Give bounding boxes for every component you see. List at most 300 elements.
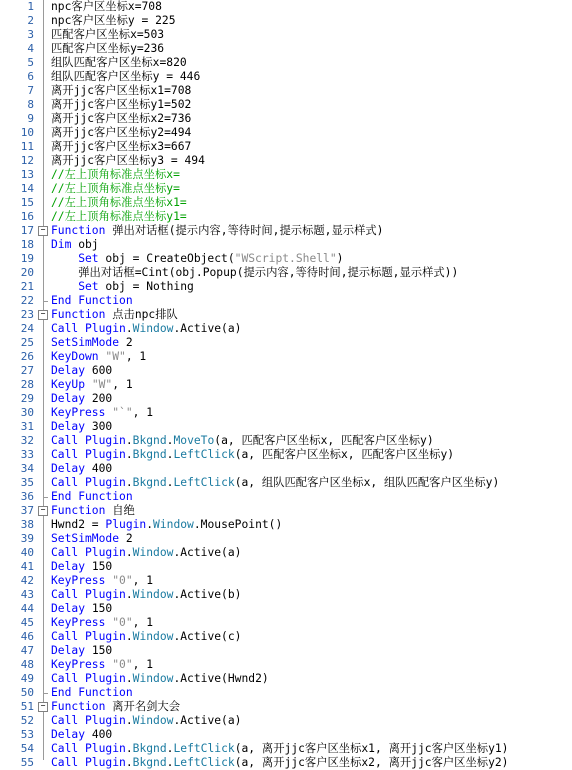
code-token: Delay (51, 602, 86, 615)
code-line[interactable] (0, 434, 572, 448)
line-number: 21 (20, 280, 34, 293)
line-number: 55 (20, 756, 34, 769)
code-token: //左上顶角标准点坐标y1= (51, 210, 187, 223)
code-token: .Active(a) (173, 322, 242, 335)
code-token: End Function (51, 686, 133, 699)
code-line[interactable] (0, 182, 572, 196)
code-token: , 1 (125, 350, 147, 363)
code-text (51, 574, 153, 588)
code-line[interactable] (0, 84, 572, 98)
code-token: 匹配客户区坐标y=236 (51, 42, 165, 55)
code-line[interactable] (0, 112, 572, 126)
code-line[interactable] (0, 322, 572, 336)
code-token: KeyPress (51, 574, 106, 587)
code-line[interactable] (0, 700, 572, 714)
code-line[interactable] (0, 294, 572, 308)
code-token: End Function (51, 490, 133, 503)
code-token: Function (51, 308, 106, 321)
code-token: "0" (112, 574, 133, 587)
code-token: "`" (112, 406, 133, 419)
code-text (51, 616, 153, 630)
code-text (51, 588, 241, 602)
code-text (51, 490, 133, 504)
code-text (51, 140, 191, 154)
code-token: (a, 离开jjc客户区坐标x1, 离开jjc客户区坐标y1) (234, 742, 509, 755)
code-text (51, 630, 241, 644)
code-token: , 1 (132, 574, 154, 587)
code-text (51, 182, 180, 196)
code-token: . (125, 322, 133, 335)
code-token: Window (132, 714, 174, 727)
code-text (51, 672, 269, 686)
code-token: Call Plugin (51, 476, 126, 489)
code-token: //左上顶角标准点坐标x1= (51, 196, 187, 209)
code-token: //左上顶角标准点坐标y= (51, 182, 180, 195)
code-token: . (125, 630, 133, 643)
line-number: 4 (27, 42, 34, 55)
code-token: 离开jjc客户区坐标x2=736 (51, 112, 192, 125)
code-text (51, 602, 112, 616)
code-text (51, 392, 112, 406)
code-line[interactable] (0, 420, 572, 434)
fold-end-marker (43, 497, 48, 498)
code-token: Call Plugin (51, 714, 126, 727)
code-token: KeyPress (51, 406, 106, 419)
code-line[interactable] (0, 140, 572, 154)
fold-toggle-icon[interactable] (38, 506, 48, 516)
code-line[interactable] (0, 616, 572, 630)
code-token: Call Plugin (51, 630, 126, 643)
line-number: 30 (20, 406, 34, 419)
code-token: KeyUp (51, 378, 86, 391)
code-line[interactable] (0, 686, 572, 700)
code-token: . (125, 672, 133, 685)
code-line[interactable] (0, 406, 572, 420)
code-token: 离开名剑大会 (105, 700, 181, 713)
code-line[interactable] (0, 0, 572, 14)
line-number: 39 (20, 532, 34, 545)
code-token: .Active(a) (173, 714, 242, 727)
code-text (51, 700, 180, 714)
line-number: 23 (20, 308, 34, 321)
code-line[interactable] (0, 714, 572, 728)
code-line[interactable] (0, 168, 572, 182)
code-text (51, 280, 194, 294)
code-token: Window (132, 672, 174, 685)
code-token: Delay (51, 728, 86, 741)
code-text (51, 686, 133, 700)
line-number: 33 (20, 448, 34, 461)
line-number: 5 (27, 56, 34, 69)
code-token: . (125, 588, 133, 601)
code-token: Call Plugin (51, 672, 126, 685)
code-token: 200 (85, 392, 113, 405)
code-line[interactable] (0, 546, 572, 560)
code-line[interactable] (0, 602, 572, 616)
code-token: , 1 (132, 616, 154, 629)
code-token: LeftClick (173, 756, 235, 769)
code-text (51, 756, 508, 770)
code-line[interactable] (0, 350, 572, 364)
code-token: obj (71, 238, 99, 251)
code-line[interactable] (0, 756, 572, 770)
code-token: .Active(b) (173, 588, 242, 601)
line-number: 44 (20, 602, 34, 615)
code-text (51, 266, 458, 280)
code-token: LeftClick (173, 742, 235, 755)
code-token: (a, 组队匹配客户区坐标x, 组队匹配客户区坐标y) (234, 476, 500, 489)
code-text (51, 644, 112, 658)
line-number: 2 (27, 14, 34, 27)
code-text (51, 434, 434, 448)
code-token: Set (51, 280, 99, 293)
code-line[interactable] (0, 28, 572, 42)
line-number: 1 (27, 0, 34, 13)
line-number: 6 (27, 70, 34, 83)
code-text (51, 224, 383, 238)
code-text (51, 518, 282, 532)
line-number: 48 (20, 658, 34, 671)
code-text (51, 168, 180, 182)
code-text (51, 546, 241, 560)
code-text (51, 504, 135, 518)
code-token: . (166, 476, 174, 489)
fold-toggle-icon[interactable] (38, 226, 48, 236)
code-token: Function (51, 224, 106, 237)
line-number: 16 (20, 210, 34, 223)
code-line[interactable] (0, 742, 572, 756)
line-number: 45 (20, 616, 34, 629)
code-token: Window (153, 518, 194, 531)
code-text (51, 364, 112, 378)
code-line[interactable] (0, 308, 572, 322)
code-token: Bkgnd (132, 476, 167, 489)
code-token: Call Plugin (51, 322, 126, 335)
code-token: 匹配客户区坐标x=503 (51, 28, 165, 41)
code-text (51, 532, 133, 546)
code-token: //左上顶角标准点坐标x= (51, 168, 180, 181)
code-token: .Active(c) (173, 630, 242, 643)
code-token: 自绝 (105, 504, 135, 517)
code-token: Bkgnd (132, 742, 167, 755)
code-token: obj = CreateObject( (98, 252, 235, 265)
line-number: 40 (20, 546, 34, 559)
code-line[interactable] (0, 364, 572, 378)
line-number: 26 (20, 350, 34, 363)
code-text (51, 98, 191, 112)
code-line[interactable] (0, 14, 572, 28)
code-token: . (125, 546, 133, 559)
line-number: 50 (20, 686, 34, 699)
code-line[interactable] (0, 378, 572, 392)
code-token: "0" (112, 658, 133, 671)
code-token: Plugin (105, 518, 147, 531)
code-token: 离开jjc客户区坐标y2=494 (51, 126, 192, 139)
code-token: KeyDown (51, 350, 99, 363)
code-token: LeftClick (173, 448, 235, 461)
code-token: Window (132, 588, 174, 601)
code-line[interactable] (0, 70, 572, 84)
code-token: . (125, 434, 133, 447)
line-number: 31 (20, 420, 34, 433)
code-token: .MousePoint() (193, 518, 283, 531)
code-text (51, 196, 187, 210)
code-token: "0" (112, 616, 133, 629)
code-token: Delay (51, 644, 86, 657)
line-number: 36 (20, 490, 34, 503)
code-line[interactable] (0, 504, 572, 518)
line-number: 41 (20, 560, 34, 573)
code-token: "W" (105, 350, 126, 363)
code-line[interactable] (0, 518, 572, 532)
line-number: 24 (20, 322, 34, 335)
code-text (51, 238, 99, 252)
line-number: 38 (20, 518, 34, 531)
code-token (85, 378, 92, 391)
code-token: 300 (85, 420, 113, 433)
code-token: , 1 (112, 378, 133, 391)
line-number: 18 (20, 238, 34, 251)
code-text (51, 210, 187, 224)
code-text (51, 420, 112, 434)
code-text (51, 336, 133, 350)
code-token: . (125, 756, 133, 769)
code-line[interactable] (0, 644, 572, 658)
line-number: 11 (20, 140, 34, 153)
code-line[interactable] (0, 560, 572, 574)
code-token: Bkgnd (132, 756, 167, 769)
code-token: Call Plugin (51, 742, 126, 755)
code-text (51, 728, 112, 742)
line-number: 46 (20, 630, 34, 643)
code-token: Call Plugin (51, 434, 126, 447)
code-text (51, 714, 241, 728)
code-line[interactable] (0, 658, 572, 672)
code-line[interactable] (0, 728, 572, 742)
code-line[interactable] (0, 252, 572, 266)
code-token: Delay (51, 420, 86, 433)
code-token: . (166, 434, 174, 447)
line-number: 12 (20, 154, 34, 167)
code-token: 600 (85, 364, 113, 377)
line-number: 27 (20, 364, 34, 377)
code-line[interactable] (0, 672, 572, 686)
code-line[interactable] (0, 210, 572, 224)
code-token: SetSimMode (51, 336, 120, 349)
line-number: 32 (20, 434, 34, 447)
code-token: "WScript.Shell" (234, 252, 337, 265)
code-token: npc客户区坐标x=708 (51, 0, 162, 13)
code-text (51, 308, 178, 322)
code-token: Call Plugin (51, 756, 126, 769)
code-token: Function (51, 700, 106, 713)
code-text (51, 742, 508, 756)
code-token: , 1 (132, 658, 154, 671)
code-line[interactable] (0, 98, 572, 112)
code-text (51, 294, 133, 308)
code-token: npc客户区坐标y = 225 (51, 14, 176, 27)
code-token: 150 (85, 644, 113, 657)
line-number: 29 (20, 392, 34, 405)
code-token: KeyPress (51, 658, 106, 671)
code-text (51, 322, 241, 336)
code-text (51, 28, 164, 42)
code-token: Call Plugin (51, 448, 126, 461)
code-line[interactable] (0, 126, 572, 140)
code-line[interactable] (0, 280, 572, 294)
code-token: 离开jjc客户区坐标y1=502 (51, 98, 192, 111)
line-number: 17 (20, 224, 34, 237)
line-number: 22 (20, 294, 34, 307)
code-token: 组队匹配客户区坐标y = 446 (51, 70, 201, 83)
code-token: KeyPress (51, 616, 106, 629)
code-token: 离开jjc客户区坐标x3=667 (51, 140, 192, 153)
code-line[interactable] (0, 630, 572, 644)
line-number: 37 (20, 504, 34, 517)
code-line[interactable] (0, 392, 572, 406)
line-number: 47 (20, 644, 34, 657)
code-token: obj = Nothing (98, 280, 194, 293)
code-token: "W" (91, 378, 113, 391)
code-token: . (125, 448, 133, 461)
line-number: 54 (20, 742, 34, 755)
code-text (51, 350, 146, 364)
code-token: (a, 离开jjc客户区坐标x2, 离开jjc客户区坐标y2) (234, 756, 509, 769)
code-token: Window (132, 630, 174, 643)
line-number: 28 (20, 378, 34, 391)
code-line[interactable] (0, 336, 572, 350)
code-token: . (166, 742, 174, 755)
line-number: 8 (27, 98, 34, 111)
code-text (51, 658, 153, 672)
code-token: Hwnd2 = (51, 518, 106, 531)
code-token: Delay (51, 560, 86, 573)
code-token: SetSimMode (51, 532, 120, 545)
line-number: 10 (20, 126, 34, 139)
code-token: . (146, 518, 154, 531)
code-token: ) (336, 252, 344, 265)
code-text (51, 378, 133, 392)
code-token: 150 (85, 560, 113, 573)
code-text (51, 154, 205, 168)
code-line[interactable] (0, 266, 572, 280)
line-number: 13 (20, 168, 34, 181)
code-token: 离开jjc客户区坐标y3 = 494 (51, 154, 205, 167)
code-token: 弹出对话框(提示内容,等待时间,提示标题,显示样式) (105, 224, 384, 237)
line-number: 42 (20, 574, 34, 587)
code-text (51, 462, 112, 476)
code-token: Call Plugin (51, 546, 126, 559)
code-token: MoveTo (173, 434, 215, 447)
code-token: 点击npc排队 (105, 308, 178, 321)
code-token: . (125, 714, 133, 727)
line-number: 3 (27, 28, 34, 41)
code-line[interactable] (0, 490, 572, 504)
code-line[interactable] (0, 574, 572, 588)
code-token: 150 (85, 602, 113, 615)
code-token: 2 (119, 336, 133, 349)
code-text (51, 70, 200, 84)
code-token: Bkgnd (132, 448, 167, 461)
code-token: .Active(a) (173, 546, 242, 559)
code-line[interactable] (0, 448, 572, 462)
code-token: , 1 (132, 406, 154, 419)
line-number: 43 (20, 588, 34, 601)
code-token: 弹出对话框=Cint(obj.Popup(提示内容,等待时间,提示标题,显示样式)) (51, 266, 459, 279)
code-token: Delay (51, 392, 86, 405)
code-line[interactable] (0, 224, 572, 238)
code-token: . (125, 476, 133, 489)
code-token: Window (132, 322, 174, 335)
fold-toggle-icon[interactable] (38, 702, 48, 712)
code-line[interactable] (0, 532, 572, 546)
code-text (51, 560, 112, 574)
code-token: Bkgnd (132, 434, 167, 447)
code-line[interactable] (0, 56, 572, 70)
line-number: 15 (20, 196, 34, 209)
code-token: Window (132, 546, 174, 559)
line-number: 14 (20, 182, 34, 195)
code-line[interactable] (0, 42, 572, 56)
code-token: Function (51, 504, 106, 517)
code-line[interactable] (0, 154, 572, 168)
code-token: 400 (85, 462, 113, 475)
code-token: . (166, 756, 174, 769)
line-number: 19 (20, 252, 34, 265)
code-token: 400 (85, 728, 113, 741)
line-number: 52 (20, 714, 34, 727)
code-text (51, 14, 176, 28)
code-token: Set (51, 252, 99, 265)
code-token: . (125, 742, 133, 755)
code-token: .Active(Hwnd2) (173, 672, 269, 685)
code-token: (a, 匹配客户区坐标x, 匹配客户区坐标y) (234, 448, 455, 461)
fold-end-marker (43, 301, 48, 302)
line-number: 35 (20, 476, 34, 489)
code-line[interactable] (0, 588, 572, 602)
code-text (51, 406, 153, 420)
code-line[interactable] (0, 196, 572, 210)
code-text (51, 56, 187, 70)
code-text (51, 112, 191, 126)
code-token: Dim (51, 238, 72, 251)
line-number: 49 (20, 672, 34, 685)
code-text (51, 448, 454, 462)
line-number: 9 (27, 112, 34, 125)
code-text (51, 84, 191, 98)
code-token: 离开jjc客户区坐标x1=708 (51, 84, 192, 97)
line-number: 53 (20, 728, 34, 741)
code-token: . (166, 448, 174, 461)
line-number: 34 (20, 462, 34, 475)
line-number: 7 (27, 84, 34, 97)
code-text (51, 476, 499, 490)
code-line[interactable] (0, 476, 572, 490)
code-line[interactable] (0, 238, 572, 252)
code-token: Delay (51, 462, 86, 475)
code-text (51, 252, 343, 266)
line-number: 20 (20, 266, 34, 279)
code-token: Delay (51, 364, 86, 377)
code-line[interactable] (0, 462, 572, 476)
code-text (51, 42, 164, 56)
code-token: End Function (51, 294, 133, 307)
code-text (51, 0, 162, 14)
code-token: (a, 匹配客户区坐标x, 匹配客户区坐标y) (214, 434, 434, 447)
code-token: Call Plugin (51, 588, 126, 601)
fold-toggle-icon[interactable] (38, 310, 48, 320)
line-number: 25 (20, 336, 34, 349)
